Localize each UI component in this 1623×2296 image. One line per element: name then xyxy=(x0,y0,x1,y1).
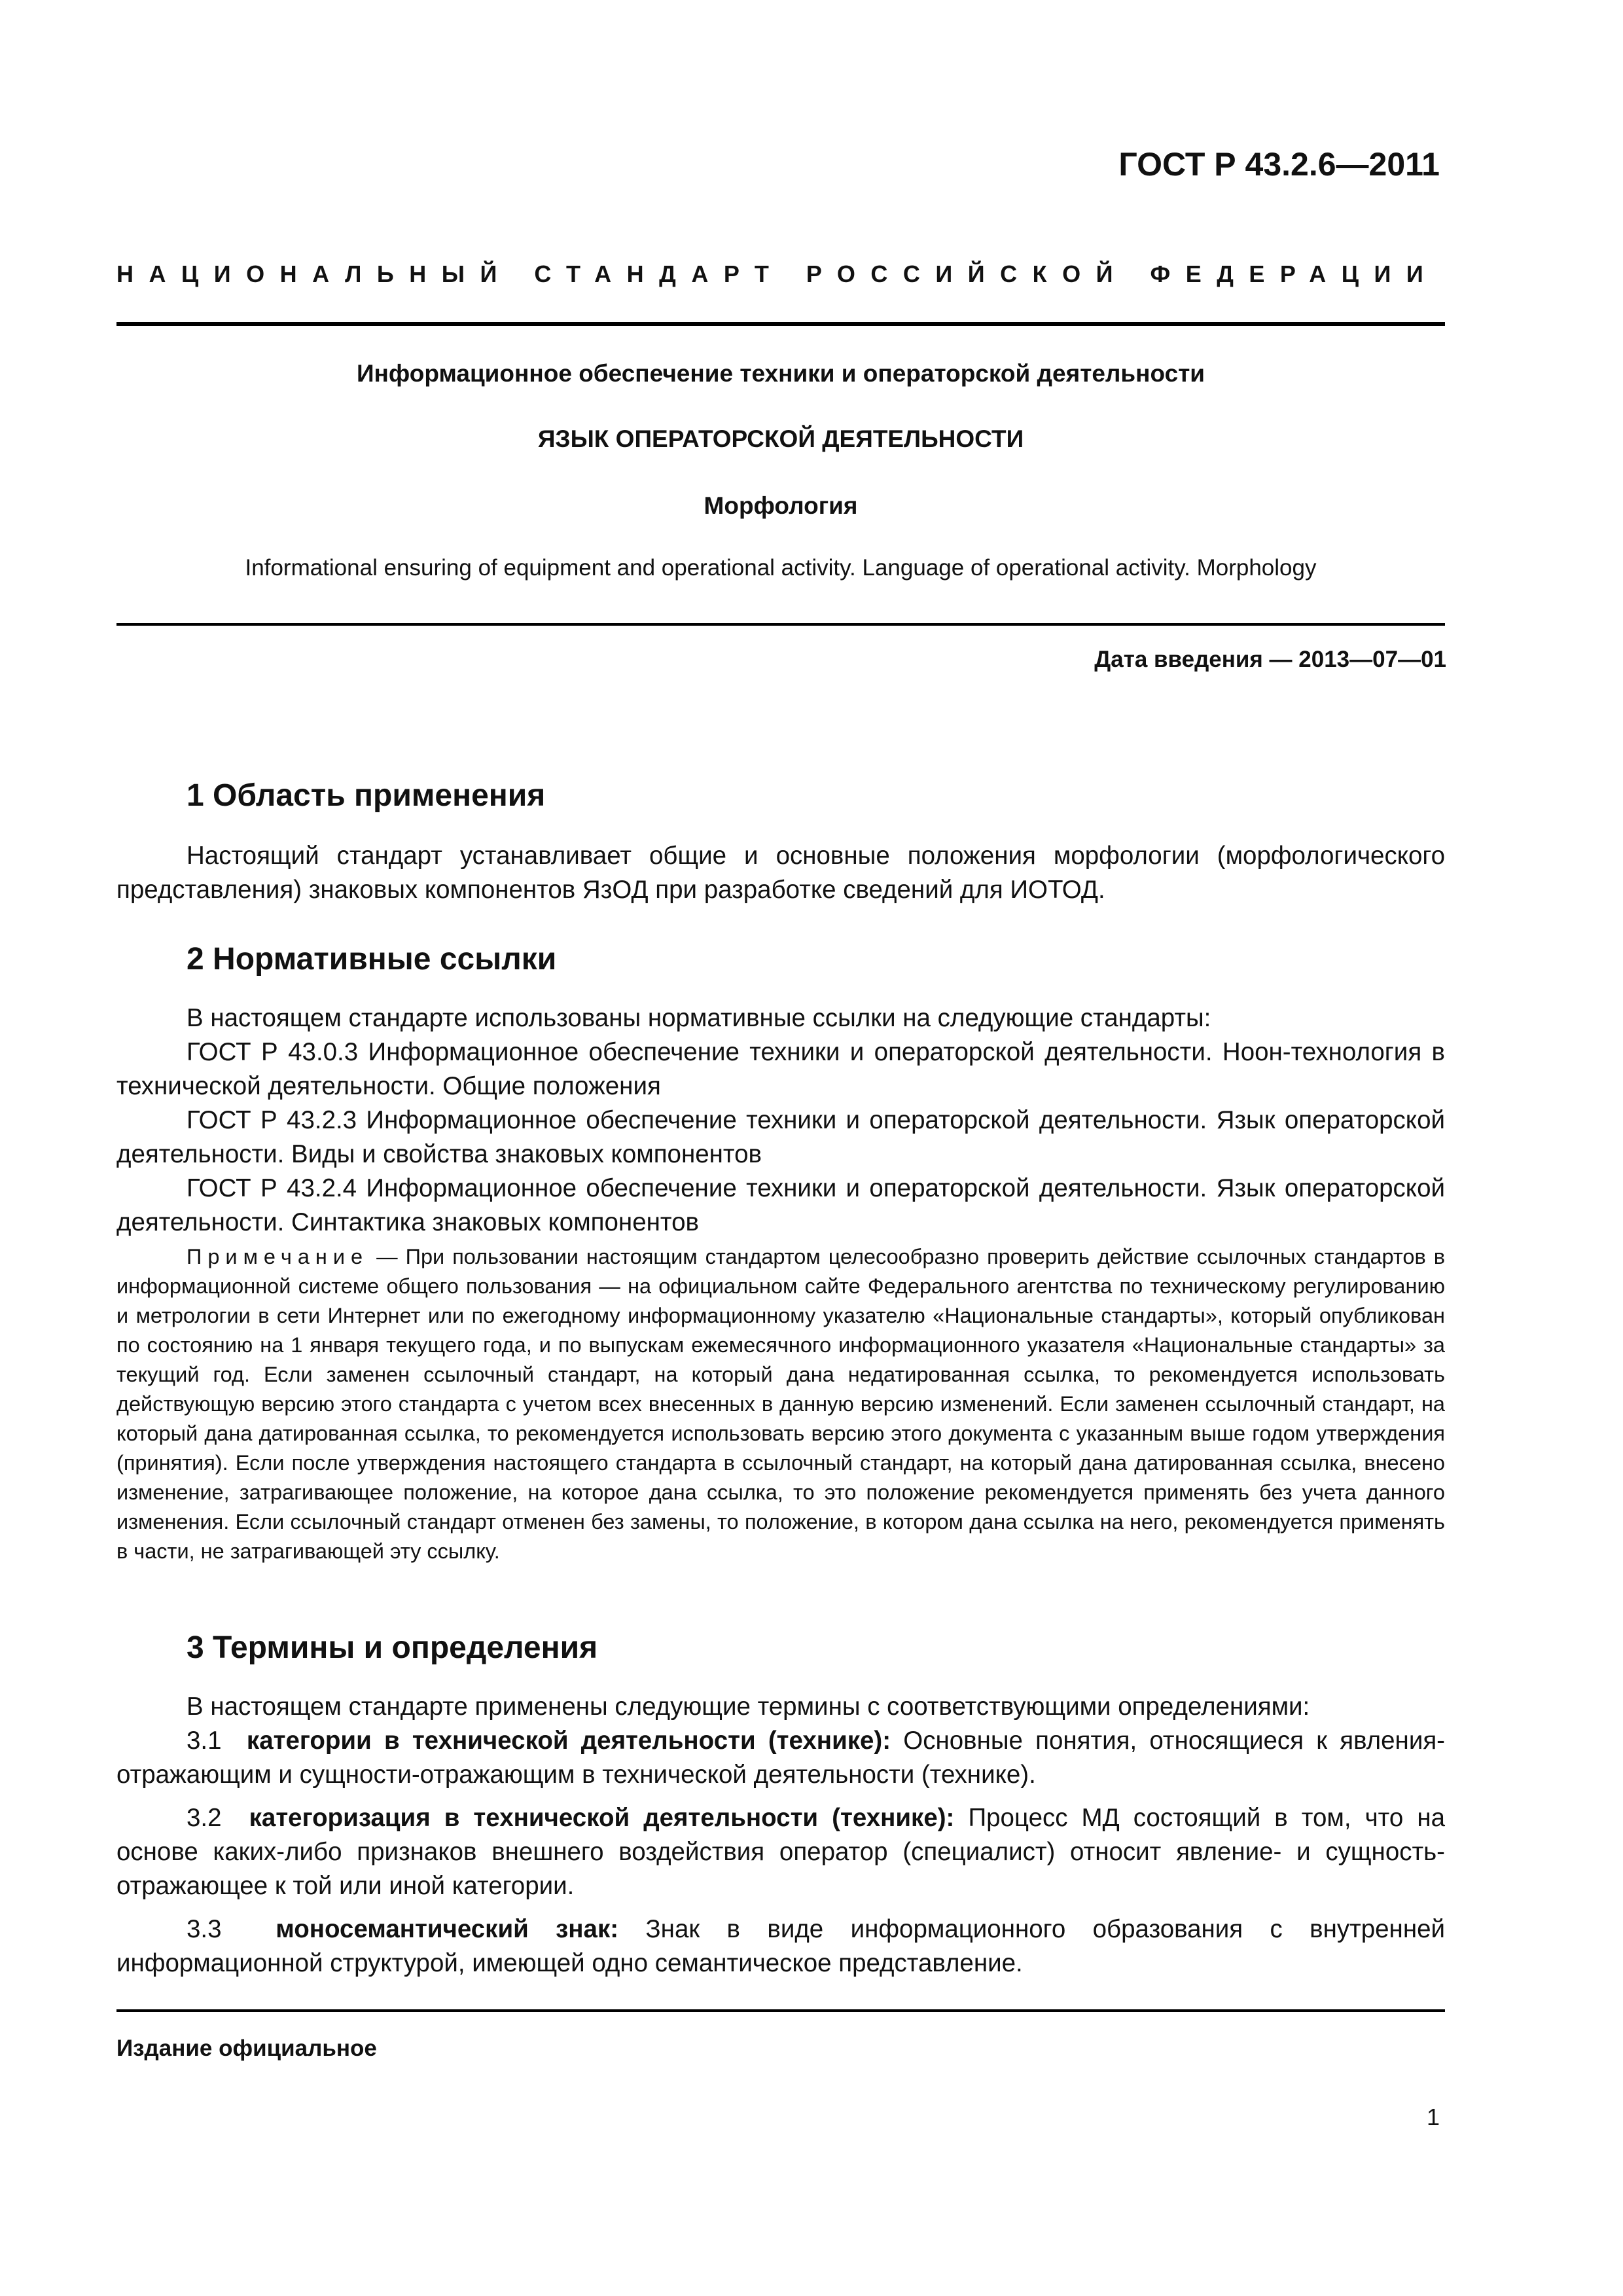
section-3-title: 3 Термины и определения xyxy=(187,1630,598,1665)
section-2-note xyxy=(116,1242,1445,1566)
section-2-title: 2 Нормативные ссылки xyxy=(187,942,557,977)
term-number: 3.3 xyxy=(187,1915,222,1943)
term-definition: Основные понятия, относящиеся к явления-отражающим и сущности-отражающим в технической деятельности (технике). xyxy=(116,1727,1445,1789)
normative-reference: ГОСТ Р 43.2.3 Информационное обеспечение техники и операторской деятельности. Язык операторской деятельности. Виды и свойства знаковых компонентов xyxy=(116,1106,1445,1168)
normative-reference: ГОСТ Р 43.0.3 Информационное обеспечение техники и операторской деятельности. Ноон-технология в технической деятельности. Общие положения xyxy=(116,1038,1445,1100)
section-2-text xyxy=(116,1001,1445,1240)
footer-divider xyxy=(116,2009,1445,2012)
english-title: Informational ensuring of equipment and operational activity. Language of operational activity. Morphology xyxy=(245,555,1317,581)
edition-label: Издание официальное xyxy=(116,2036,377,2061)
gost-code: ГОСТ Р 43.2.6—2011 xyxy=(1118,146,1440,183)
section-1-title: 1 Область применения xyxy=(187,778,546,813)
term-name: моносемантический знак: xyxy=(276,1915,619,1943)
note-label: Примечание xyxy=(187,1245,369,1268)
subtitle: Морфология xyxy=(704,492,858,519)
term-number: 3.2 xyxy=(187,1804,222,1832)
section-1-text xyxy=(116,839,1445,907)
header-divider xyxy=(116,322,1445,326)
section-3-text xyxy=(116,1690,1445,1981)
term-definition: Знак в виде информационного образования с внутренней информационной структурой, имеющей одно семантическое представление. xyxy=(116,1915,1445,1977)
section-2-intro: В настоящем стандарте использованы нормативные ссылки на следующие стандарты: xyxy=(187,1004,1211,1032)
term-name: категории в технической деятельности (технике): xyxy=(246,1727,891,1755)
title-divider xyxy=(116,623,1445,626)
term-name: категоризация в технической деятельности (технике): xyxy=(249,1804,955,1832)
note-text: — При пользовании настоящим стандартом целесообразно проверить действие ссылочных стандартов в информационной системе общего пользования — на официальном сайте Федерального агентства по техническому регулированию и метрологии в сети Интернет или по ежегодному информационному указателю «Национальные стандарты», который опубликован по состоянию на 1 января текущего года, и по выпускам ежемесячного информационного указателя «Национальные стандарты» за текущий год. Если заменен ссылочный стандарт, на который дана недатированная ссылка, то рекомендуется использовать действующую версию этого стандарта с учетом всех внесенных в данную версию изменений. Если заменен ссылочный стандарт, на который дана датированная ссылка, то рекомендуется использовать версию этого документа с указанным выше годом утверждения (принятия). Если после утверждения настоящего стандарта в ссылочный стандарт, на который дана датированная ссылка, внесено изменение, затрагивающее положение, на которое дана ссылка, то это положение рекомендуется применять без учета данного изменения. Если ссылочный стандарт отменен без замены, то положение, в котором дана ссылка на него, рекомендуется применять в части, не затрагивающей эту ссылку. xyxy=(116,1245,1445,1563)
series-title: Информационное обеспечение техники и операторской деятельности xyxy=(356,360,1205,387)
section-3-intro: В настоящем стандарте применены следующие термины с соответствующими определениями: xyxy=(187,1693,1310,1721)
national-standard-heading: НАЦИОНАЛЬНЫЙ СТАНДАРТ РОССИЙСКОЙ ФЕДЕРАЦИИ xyxy=(116,260,1439,287)
main-title: ЯЗЫК ОПЕРАТОРСКОЙ ДЕЯТЕЛЬНОСТИ xyxy=(537,425,1024,452)
term-entry xyxy=(116,1912,1445,1981)
term-entry xyxy=(116,1724,1445,1792)
section-1-paragraph: Настоящий стандарт устанавливает общие и основные положения морфологии (морфологического представления) знаковых компонентов ЯзОД при разработке сведений для ИОТОД. xyxy=(116,842,1445,904)
term-entry xyxy=(116,1801,1445,1903)
page-number: 1 xyxy=(1426,2104,1440,2130)
normative-reference: ГОСТ Р 43.2.4 Информационное обеспечение техники и операторской деятельности. Язык операторской деятельности. Синтактика знаковых компонентов xyxy=(116,1174,1445,1236)
introduction-date: Дата введения — 2013—07—01 xyxy=(1094,647,1446,672)
term-number: 3.1 xyxy=(187,1727,222,1755)
term-definition: Процесс МД состоящий в том, что на основе каких-либо признаков внешнего воздействия оператор (специалист) относит явление- и сущность-отражающее к той или иной категории. xyxy=(116,1804,1445,1900)
